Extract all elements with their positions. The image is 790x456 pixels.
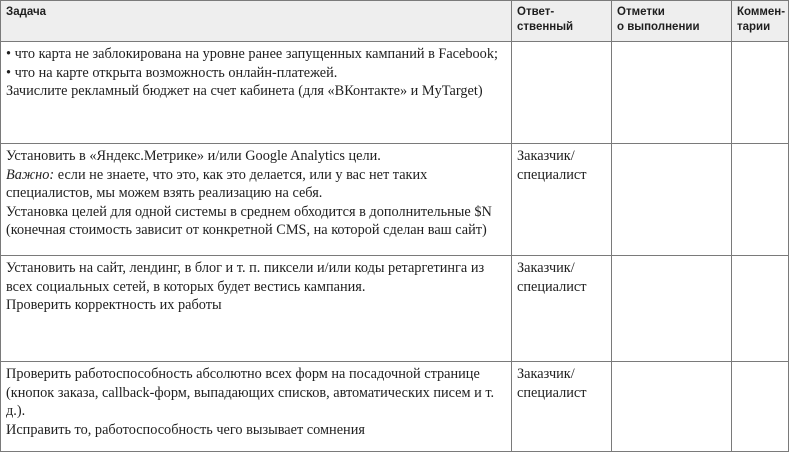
header-marks: Отметки о выполнении: [612, 1, 732, 42]
table-row: [1, 362, 789, 452]
responsible-cell: Заказчик/ специалист: [512, 362, 612, 452]
comments-cell[interactable]: [732, 362, 789, 452]
table-row: [1, 144, 789, 256]
task-text: Исправить то, работоспособность чего вызывает сомнения: [6, 421, 365, 438]
header-responsible: Ответ- ственный: [512, 1, 612, 42]
task-cell: [1, 362, 512, 452]
task-text: Установить в «Яндекс.Метрике» и/или Google Analytics цели.: [6, 148, 381, 164]
table-row: [1, 42, 789, 144]
header-comments: Коммен- тарии: [732, 1, 789, 42]
task-text: Зачислите рекламный бюджет на счет кабинета (для «ВКонтакте» и MyTarget): [6, 83, 483, 99]
header-task: Задача: [1, 1, 512, 42]
responsible-cell: Заказчик/ специалист: [512, 256, 612, 362]
task-text: Проверить работоспособность абсолютно всех форм на посадочной странице (кнопок заказа, callback-форм, выпадающих списков, автоматических писем и т. д.).: [6, 366, 495, 419]
bullet-item: • что карта не заблокирована на уровне ранее запущенных кампаний в Facebook;: [6, 46, 498, 62]
marks-cell[interactable]: [612, 144, 732, 256]
bullet-item: • что на карте открыта возможность онлайн-платежей.: [6, 64, 338, 81]
task-note: Важно: если не знаете, что это, как это делается, или у вас нет таких специалистов, мы можем взять реализацию на себя.: [6, 166, 428, 201]
comments-cell[interactable]: [732, 256, 789, 362]
comments-cell[interactable]: [732, 42, 789, 144]
task-text: Проверить корректность их работы: [6, 297, 222, 313]
marks-cell[interactable]: [612, 256, 732, 362]
task-cell: [1, 144, 512, 256]
task-text: Установить на сайт, лендинг, в блог и т. п. пиксели и/или коды ретаргетинга из всех социальных сетей, в которых будет вестись кампания.: [6, 260, 485, 295]
table-row: [1, 256, 789, 362]
responsible-cell: Заказчик/ специалист: [512, 144, 612, 256]
responsible-cell: [512, 42, 612, 144]
task-cell: [1, 42, 512, 144]
marks-cell[interactable]: [612, 42, 732, 144]
task-cell: [1, 256, 512, 362]
marks-cell[interactable]: [612, 362, 732, 452]
task-text: Установка целей для одной системы в среднем обходится в дополнительные $N (конечная стоимость зависит от конкретной CMS, на которой сделан ваш сайт): [6, 203, 492, 238]
comments-cell[interactable]: [732, 144, 789, 256]
header-row: [1, 1, 789, 42]
